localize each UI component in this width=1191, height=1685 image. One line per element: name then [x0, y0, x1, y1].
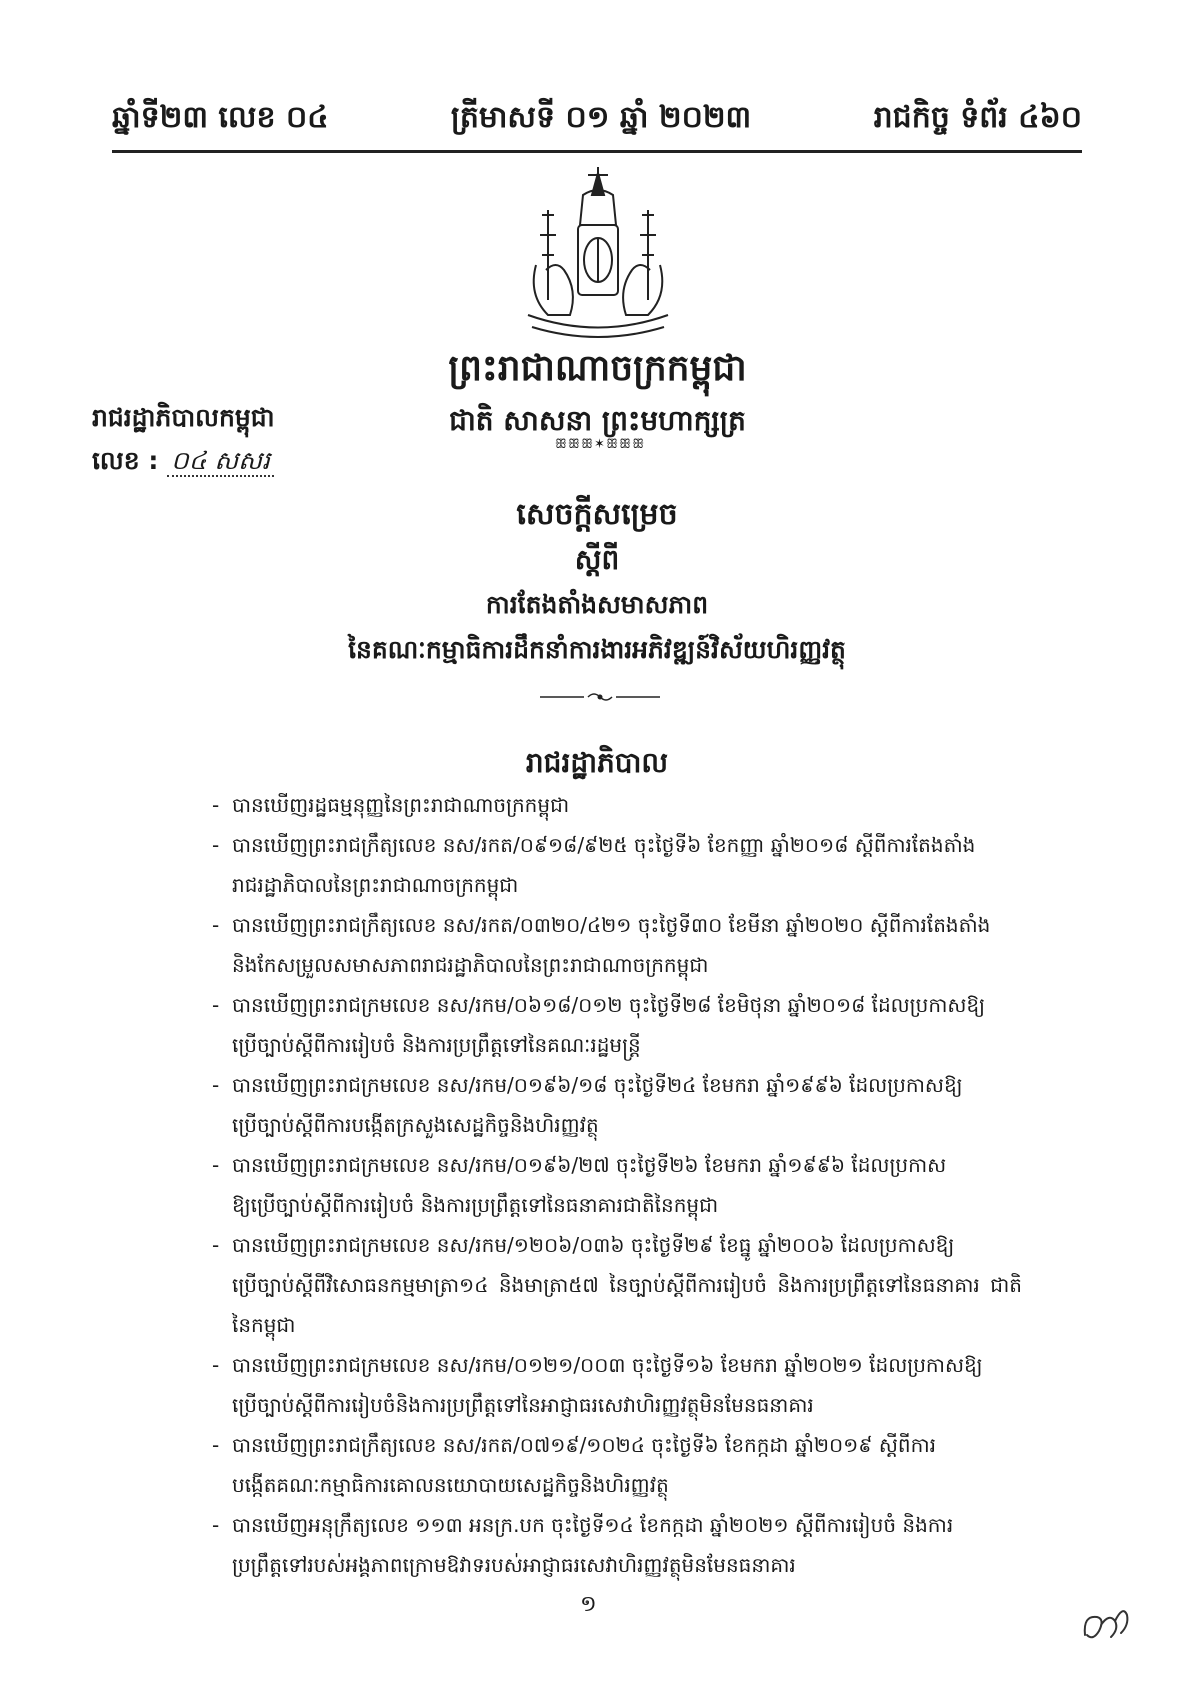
list-item: - បានឃើញព្រះរាជក្រឹត្យលេខ នស/រកត/០៧១៩/១០២៤ ចុះថ្ងៃទី៦ ខែកក្កដា ឆ្នាំ២០១៩ ស្ដីពីការ បង្កើតគណៈកម្មាធិការគោលនយោបាយសេដ្ឋកិច្ចនិងហិរញ្ញវត្ថុ [212, 1433, 936, 1497]
list-item: - បានឃើញរដ្ឋធម្មនុញ្ញនៃព្រះរាជាណាចក្រកម្ពុជា [212, 793, 570, 817]
list-item: - បានឃើញព្រះរាជក្រឹត្យលេខ នស/រកត/០៩១៨/៩២៥ ចុះថ្ងៃទី៦ ខែកញ្ញា ឆ្នាំ២០១៨ ស្ដីពីការតែងតាំង រាជរដ្ឋាភិបាលនៃព្រះរាជាណាចក្រកម្ពុជា [212, 833, 976, 897]
header-page: រាជកិច្ច ទំព័រ ៤៦០ [873, 100, 1082, 135]
divider-ornament-icon [540, 690, 660, 704]
title-line-regarding: ស្ដីពី [574, 543, 620, 576]
number-label: លេខ [92, 446, 140, 475]
royal-emblem-icon [508, 165, 688, 345]
page-number: ១ [580, 1592, 597, 1617]
title-line-committee: នៃគណៈកម្មាធិការដឹកនាំការងារអភិវឌ្ឍន៍វិស័យហិរញ្ញវត្ថុ [348, 635, 846, 664]
list-item: - បានឃើញអនុក្រឹត្យលេខ ១១៣ អនក្រ.បក ចុះថ្ងៃទី១៤ ខែកក្កដា ឆ្នាំ២០២១ ស្ដីពីការរៀបចំ និងការ ប្រព្រឹត្តទៅរបស់អង្គភាពក្រោមឱវាទរបស់អាជ្ញាធរសេវាហិរញ្ញវត្ថុមិនមែនធនាគារ [212, 1513, 954, 1577]
number-value: ០៤ សសរ [167, 446, 274, 477]
header-issue: ឆ្នាំទី២៣ លេខ ០៤ [112, 100, 329, 135]
list-item: - បានឃើញព្រះរាជក្រមលេខ នស/រកម/០១២១/០០៣ ចុះថ្ងៃទី១៦ ខែមករា ឆ្នាំ២០២១ ដែលប្រកាសឱ្យ ប្រើច្បាប់ស្ដីពីការរៀបចំនិងការប្រព្រឹត្តទៅនៃអាជ្ញាធរសេវាហិរញ្ញវត្ថុមិនមែនធនាគារ [212, 1353, 983, 1417]
national-motto: ជាតិ សាសនា ព្រះមហាក្សត្រ [449, 404, 746, 437]
list-item: - បានឃើញព្រះរាជក្រមលេខ នស/រកម/០១៩៦/២៧ ចុះថ្ងៃទី២៦ ខែមករា ឆ្នាំ១៩៩៦ ដែលប្រកាស ឱ្យប្រើច្បាប់ស្ដីពីការរៀបចំ និងការប្រព្រឹត្តទៅនៃធនាគារជាតិនៃកម្ពុជា [212, 1153, 947, 1217]
header-quarter: ត្រីមាសទី ០១ ឆ្នាំ ២០២៣ [450, 100, 752, 135]
header-rule [112, 150, 1082, 153]
title-line-decision: សេចក្ដីសម្រេច [516, 497, 678, 532]
kingdom-title: ព្រះរាជាណាចក្រកម្ពុជា [448, 348, 747, 389]
title-line-subject: ការតែងតាំងសមាសភាព [485, 590, 709, 619]
issuer-name: រាជរដ្ឋាភិបាលកម្ពុជា [92, 403, 275, 432]
list-item: - បានឃើញព្រះរាជក្រមលេខ នស/រកម/០១៩៦/១៨ ចុះថ្ងៃទី២៤ ខែមករា ឆ្នាំ១៩៩៦ ដែលប្រកាសឱ្យ ប្រើច្បាប់ស្ដីពីការបង្កើតក្រសួងសេដ្ឋកិច្ចនិងហិរញ្ញវត្ថុ [212, 1073, 963, 1137]
clause-list [212, 785, 1022, 1585]
decision-title [300, 492, 894, 672]
section-heading: រាជរដ្ឋាភិបាល [525, 746, 669, 779]
document-number: លេខ : ០៤ សសរ [92, 446, 274, 482]
list-item: - បានឃើញព្រះរាជក្រមលេខ នស/រកម/១២០៦/០៣៦ ចុះថ្ងៃទី២៩ ខែធ្នូ ឆ្នាំ២០០៦ ដែលប្រកាសឱ្យ ប្រើច្បាប់ស្ដីពីវិសោធនកម្មមាត្រា១៤ និងមាត្រា៥៧ នៃច្បាប់ស្ដីពីការរៀបចំ និងការប្រព្រឹត្តទៅនៃធនាគារ ជាតិនៃកម្ពុជា [212, 1233, 1022, 1337]
list-item: - បានឃើញព្រះរាជក្រឹត្យលេខ នស/រកត/០៣២០/៤២១ ចុះថ្ងៃទី៣០ ខែមីនា ឆ្នាំ២០២០ ស្ដីពីការតែងតាំង និងកែសម្រួលសមាសភាពរាជរដ្ឋាភិបាលនៃព្រះរាជាណាចក្រកម្ពុជា [212, 913, 991, 977]
motto-ornament: ꕥꕥꕥ✶ꕥꕥꕥ [554, 437, 646, 452]
gazette-header [112, 92, 1082, 142]
list-item: - បានឃើញព្រះរាជក្រមលេខ នស/រកម/០៦១៨/០១២ ចុះថ្ងៃទី២៨ ខែមិថុនា ឆ្នាំ២០១៨ ដែលប្រកាសឱ្យ ប្រើច្បាប់ស្ដីពីការរៀបចំ និងការប្រព្រឹត្តទៅនៃគណៈរដ្ឋមន្ត្រី [212, 993, 986, 1057]
initials-signature-icon [1075, 1595, 1135, 1655]
